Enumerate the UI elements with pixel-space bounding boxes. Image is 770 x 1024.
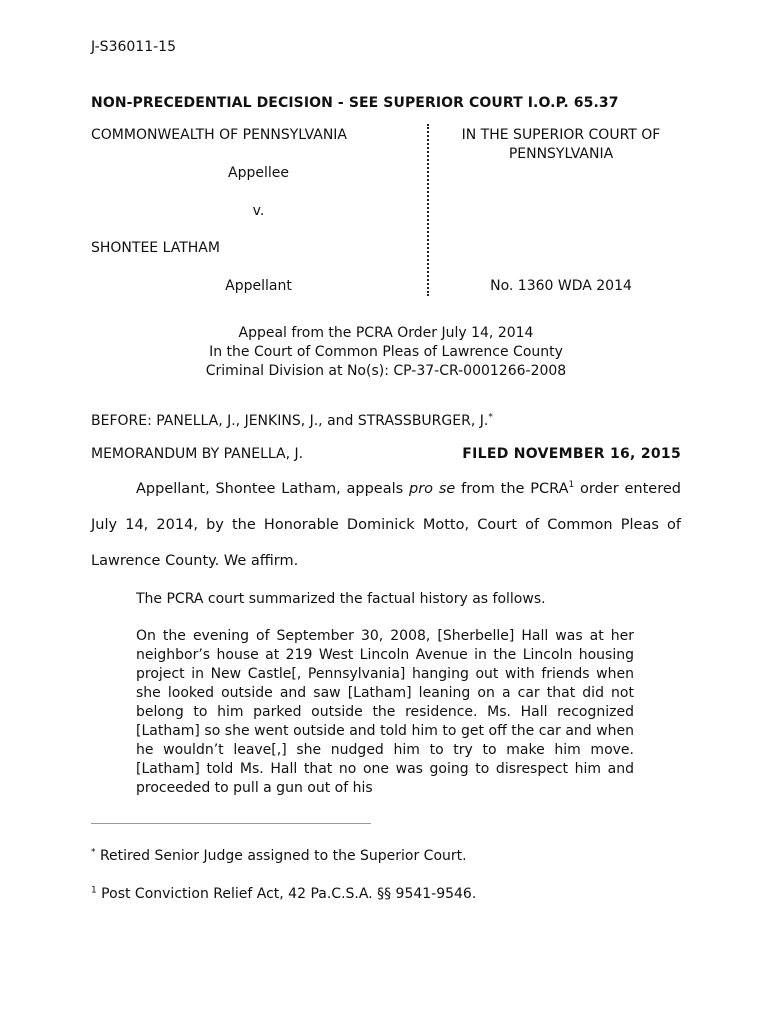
panel-line xyxy=(91,412,493,430)
body-paragraph-2: The PCRA court summarized the factual history as follows. xyxy=(136,591,546,607)
footnote-1-text: Retired Senior Judge assigned to the Superior Court. xyxy=(95,848,467,864)
p1-text-b: from the PCRA xyxy=(455,481,569,497)
footnote-1 xyxy=(91,847,467,865)
memo-author: MEMORANDUM BY PANELLA, J. xyxy=(91,446,304,462)
case-number: No. 1360 WDA 2014 xyxy=(490,278,632,294)
footnote-rule xyxy=(91,823,371,824)
p1-text-c: order entered July 14, 2014, by the Honorable Dominick Motto, Court of Common Pleas of Lawrence County. We affirm. xyxy=(91,481,681,569)
p1-footnote-marker: 1 xyxy=(568,480,575,491)
p1-italic: pro se xyxy=(408,481,456,497)
footnote-1-marker: * xyxy=(91,847,96,858)
caption-divider xyxy=(427,124,429,296)
panel-text: BEFORE: PANELLA, J., JENKINS, J., and STRASSBURGER, J. xyxy=(91,413,489,429)
defendant-role: Appellant xyxy=(225,278,292,294)
filed-date: FILED NOVEMBER 16, 2015 xyxy=(462,446,681,462)
plaintiff-name: COMMONWEALTH OF PENNSYLVANIA xyxy=(91,127,348,143)
court-name-line2: PENNSYLVANIA xyxy=(508,146,614,162)
body-paragraph-1 xyxy=(91,471,681,579)
court-name-line1: IN THE SUPERIOR COURT OF xyxy=(461,127,661,143)
appeal-line2: In the Court of Common Pleas of Lawrence County xyxy=(209,344,563,360)
p1-text-a: Appellant, Shontee Latham, appeals xyxy=(136,481,409,497)
panel-footnote-marker: * xyxy=(488,412,493,423)
appeal-line3: Criminal Division at No(s): CP-37-CR-0001266-2008 xyxy=(205,363,567,379)
versus: v. xyxy=(252,203,265,219)
footnote-2 xyxy=(91,885,476,903)
docket-id: J-S36011-15 xyxy=(91,39,176,55)
defendant-name: SHONTEE LATHAM xyxy=(91,240,220,256)
appeal-line1: Appeal from the PCRA Order July 14, 2014 xyxy=(238,325,534,341)
block-quote: On the evening of September 30, 2008, [Sherbelle] Hall was at her neighbor’s house at 219 West Lincoln Avenue in the Lincoln housing project in New Castle[, Pennsylvania] hanging out with friends when she looked outside and saw [Latham] leaning on a car that did not belong to him parked outside the residence. Ms. Hall recognized [Latham] so she went outside and told him to get off the car and when he wouldn’t leave[,] she nudged him to try to make him move. [Latham] told Ms. Hall that no one was going to disrespect him and proceeded to pull a gun out of his xyxy=(136,628,634,796)
footnote-2-text: Post Conviction Relief Act, 42 Pa.C.S.A. §§ 9541-9546. xyxy=(96,886,477,902)
plaintiff-role: Appellee xyxy=(228,165,289,181)
footnote-2-marker: 1 xyxy=(91,885,97,896)
decision-notice: NON-PRECEDENTIAL DECISION - SEE SUPERIOR COURT I.O.P. 65.37 xyxy=(91,95,619,111)
